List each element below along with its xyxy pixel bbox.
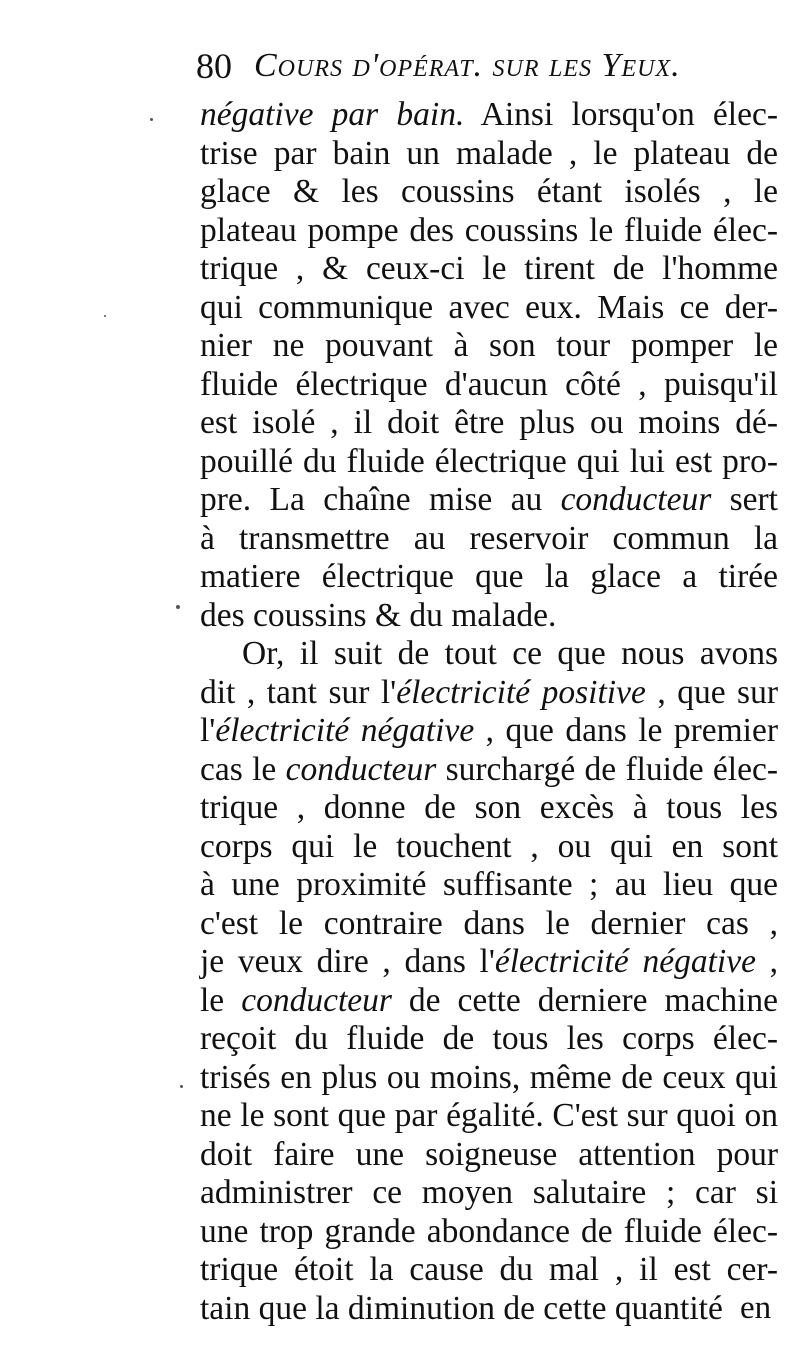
- text-segment: reçoit du fluide de tous les corps élec-: [200, 1020, 778, 1057]
- italic-segment: conducteur: [241, 981, 392, 1019]
- text-line: [200, 558, 778, 597]
- print-speck: [150, 118, 153, 121]
- text-segment: sert: [711, 481, 778, 518]
- text-line: [200, 250, 778, 289]
- running-title: Cours d'opérat. sur les Yeux.: [254, 47, 681, 84]
- text-line: [200, 1020, 778, 1059]
- text-line: [200, 1059, 778, 1098]
- text-line: [200, 674, 778, 713]
- catchword: en: [740, 1290, 772, 1326]
- italic-segment: négative par bain.: [200, 96, 465, 133]
- text-segment: , que dans le premier: [474, 712, 778, 749]
- text-segment: ,: [755, 943, 779, 980]
- text-segment: de cette derniere machine: [391, 981, 778, 1019]
- text-line: [200, 905, 778, 944]
- text-segment: trisés en plus ou moins, même de ceux qui: [200, 1058, 778, 1096]
- italic-segment: conducteur: [285, 750, 437, 788]
- text-segment: matiere électrique que la glace a tirée: [200, 558, 778, 595]
- text-line: [200, 1213, 778, 1252]
- text-segment: , que sur: [645, 673, 779, 711]
- text-line: [200, 1174, 778, 1213]
- text-line: [200, 289, 778, 328]
- text-segment: glace & les coussins étant isolés , le: [200, 173, 778, 210]
- text-line: [200, 1136, 778, 1175]
- text-line: [200, 982, 778, 1021]
- text-segment: pre. La chaîne mise au: [200, 481, 561, 518]
- text-line: [200, 520, 778, 559]
- text-line: [200, 366, 778, 405]
- text-line: [200, 866, 778, 905]
- text-line: [200, 751, 778, 790]
- text-segment: le: [200, 981, 242, 1019]
- text-line: [200, 712, 778, 751]
- italic-segment: électricité négative: [215, 712, 475, 749]
- italic-segment: électricité négative: [494, 943, 756, 980]
- text-segment: ne le sont que par égalité. C'est sur quoi on: [200, 1097, 778, 1134]
- text-line: [200, 135, 778, 174]
- text-segment: à une proximité suffisante ; au lieu que: [200, 866, 778, 903]
- text-line: [200, 212, 778, 251]
- italic-segment: conducteur: [560, 481, 712, 518]
- text-line: [200, 789, 778, 828]
- text-segment: administrer ce moyen salutaire ; car si: [200, 1174, 778, 1211]
- text-segment: pouillé du fluide électrique qui lui est pro-: [200, 442, 778, 480]
- text-segment: je veux dire , dans l': [200, 943, 495, 980]
- text-segment: nier ne pouvant à son tour pomper le: [200, 327, 778, 364]
- page-number: 80: [196, 46, 232, 86]
- text-segment: c'est le contraire dans le dernier cas ,: [200, 904, 778, 942]
- text-segment: trique , & ceux-ci le tirent de l'homme: [200, 250, 778, 287]
- text-segment: corps qui le touchent , ou qui en sont: [200, 827, 778, 865]
- running-head: [196, 42, 766, 90]
- text-segment: doit faire une soigneuse attention pour: [200, 1135, 778, 1173]
- text-line: [200, 96, 778, 135]
- body-text: [200, 96, 778, 1328]
- text-line: [200, 1097, 778, 1136]
- text-segment: Ainsi lorsqu'on élec-: [464, 96, 778, 133]
- text-line: [200, 404, 778, 443]
- text-line: [200, 443, 778, 482]
- text-segment: des coussins & du malade.: [200, 596, 557, 634]
- text-line: [200, 327, 778, 366]
- text-segment: est isolé , il doit être plus ou moins dé-: [200, 404, 778, 441]
- text-segment: une trop grande abondance de fluide élec-: [200, 1212, 778, 1250]
- italic-segment: électricité positive: [396, 673, 646, 711]
- text-line: [200, 635, 778, 674]
- text-segment: plateau pompe des coussins le fluide élec-: [200, 211, 778, 249]
- text-segment: Or, il suit de tout ce que nous avons: [242, 635, 778, 672]
- text-segment: cas le: [200, 750, 286, 788]
- text-segment: à transmettre au reservoir commun la: [200, 519, 778, 557]
- text-line: [200, 1290, 778, 1329]
- text-segment: trique étoit la cause du mal , il est cer-: [200, 1251, 778, 1288]
- text-line: [200, 597, 778, 636]
- text-segment: l': [200, 712, 216, 749]
- text-segment: trise par bain un malade , le plateau de: [200, 134, 778, 172]
- text-segment: qui communique avec eux. Mais ce der-: [200, 288, 778, 326]
- text-segment: surchargé de fluide élec-: [436, 750, 778, 788]
- text-line: [200, 1251, 778, 1290]
- text-segment: dit , tant sur l': [200, 673, 397, 711]
- text-line: [200, 173, 778, 212]
- print-speck: [180, 1085, 183, 1088]
- text-line: [200, 943, 778, 982]
- text-segment: trique , donne de son excès à tous les: [200, 789, 778, 826]
- text-segment: fluide électrique d'aucun côté , puisqu'il: [200, 365, 778, 403]
- text-segment: tain que la diminution de cette quantité: [200, 1289, 723, 1327]
- print-speck: [104, 315, 106, 317]
- text-line: [200, 828, 778, 867]
- text-line: [200, 481, 778, 520]
- print-speck: [176, 605, 180, 609]
